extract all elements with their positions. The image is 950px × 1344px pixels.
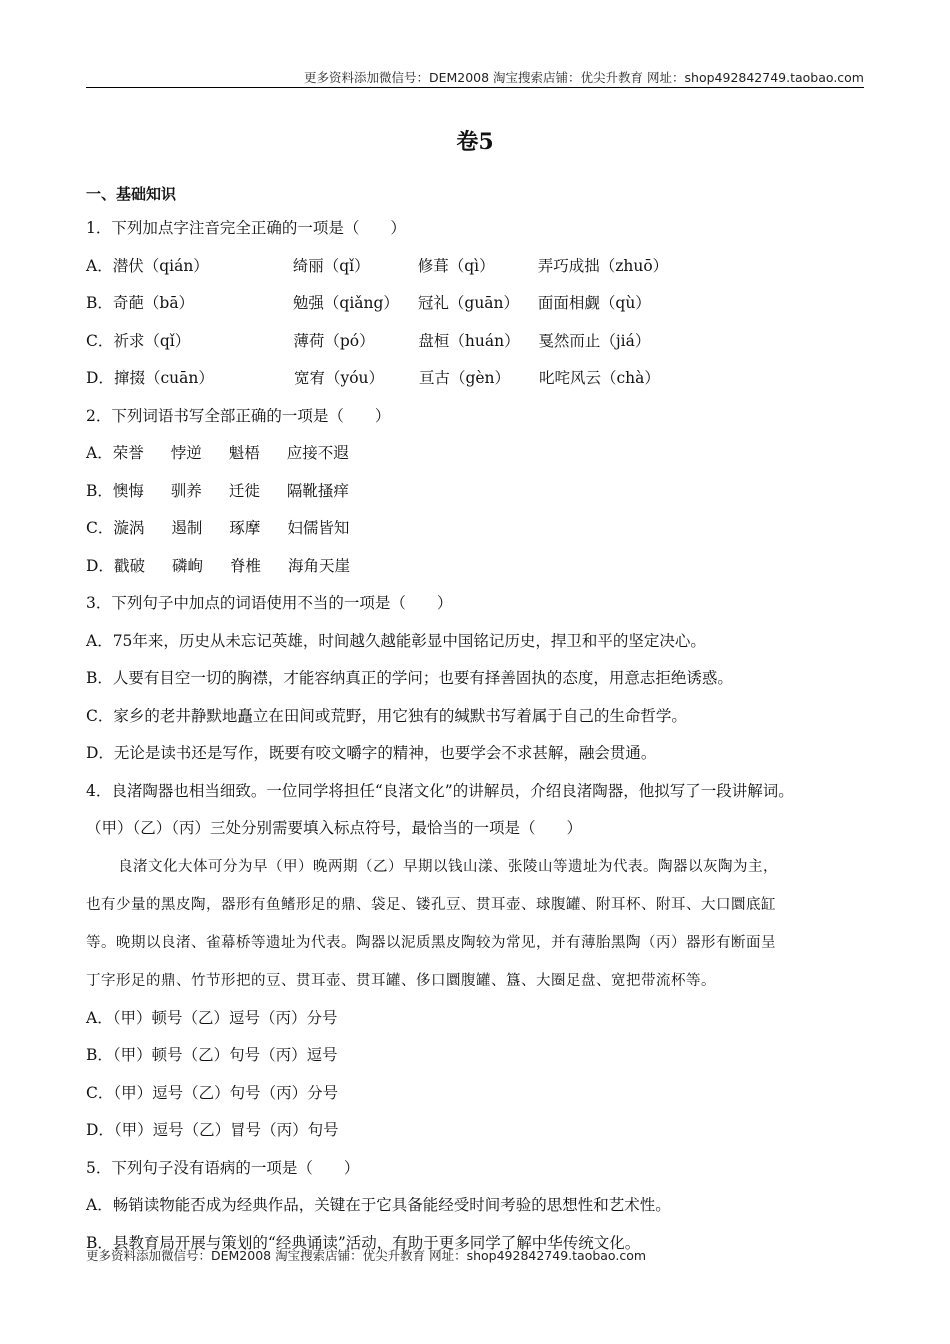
q2-option-d [86,552,880,590]
option-item: 遏制 [171,519,203,537]
q1-option-d [86,364,880,402]
option-letter: C． [86,331,114,350]
option-item: 戛然而止（jiá） [538,331,651,350]
q2-stem: 2．下列词语书写全部正确的一项是（ ） [86,406,391,425]
option-item: 弄巧成拙（zhuō） [537,256,669,275]
option-item: 荣誉 [112,444,144,462]
q2-option-c [86,514,880,552]
q4-option-c: C．（甲）逗号（乙）句号（丙）分号 [86,1083,339,1102]
q5-stem: 5．下列句子没有语病的一项是（ ） [86,1158,360,1177]
option-item: 勉强（qiǎng） [292,294,399,312]
option-item: 懊悔 [112,481,144,500]
passage-line: 良渚文化大体可分为早（甲）晚两期（乙）早期以钱山漾、张陵山等遗址为代表。陶器以灰陶为主， [118,858,778,875]
q4-option-b: B．（甲）顿号（乙）句号（丙）逗号 [86,1046,338,1064]
option-letter: D． [86,369,114,387]
q3-stem: 3．下列句子中加点的词语使用不当的一项是（ ） [86,594,453,612]
option-item: 绮丽（qǐ） [292,256,370,275]
option-item: 盘桓（huán） [418,331,520,350]
option-item: 迁徙 [228,481,260,500]
content [86,180,880,1266]
q2-option-a [86,439,880,477]
passage-line: 丁字形足的鼎、竹节形把的豆、贯耳壶、贯耳罐、侈口圜腹罐、簋、大圈足盘、宽把带流杯等。 [86,972,716,989]
option-letter: B． [86,294,113,312]
q3-option-d: D．无论是读书还是写作，既要有咬文嚼字的精神，也要学会不求甚解，融会贯通。 [86,744,657,762]
q3-option-b: B．人要有目空一切的胸襟，才能容纳真正的学问；也要有择善固执的态度，用意志拒绝诱惑。 [86,669,733,687]
q1-option-b [86,289,880,327]
option-item: 海角天崖 [287,556,350,575]
option-item: 面面相觑（qù） [537,294,651,312]
option-item: 磷峋 [171,556,203,575]
option-item: 漩涡 [113,519,145,537]
option-item: 隔靴搔痒 [286,481,349,500]
option-item: 冠礼（guān） [417,294,520,312]
option-item: 亘古（gèn） [418,369,511,387]
option-item: 叱咤风云（chà） [538,369,660,387]
option-item: 琢摩 [229,519,261,537]
passage-line: 也有少量的黑皮陶，器形有鱼鳍形足的鼎、袋足、镂孔豆、贯耳壶、球腹罐、附耳杯、附耳、大口圜底缸 [86,896,776,913]
footer-text: 更多资料添加微信号：DEM2008 淘宝搜索店铺：优尖升教育 网址：shop492842749.taobao.com [86,1248,647,1263]
option-letter: D． [86,556,114,575]
option-item: 戳破 [113,556,145,575]
option-item: 妇儒皆知 [287,519,350,537]
option-item: 撺掇（cuān） [113,369,214,387]
option-letter: C． [86,519,114,537]
option-item: 驯养 [170,481,202,500]
q1-option-a [86,252,880,290]
section-heading: 一、基础知识 [86,185,177,203]
page-title: 卷5 [456,129,494,155]
option-item: 奇葩（bā） [112,294,195,312]
option-item: 魁梧 [228,444,260,462]
q4-stem-line2: （甲）（乙）（丙）三处分别需要填入标点符号，最恰当的一项是（ ） [86,819,583,837]
option-item: 修葺（qì） [417,256,495,275]
option-letter: A． [86,444,113,462]
option-letter: B． [86,481,113,500]
q3-option-a: A．75年来，历史从未忘记英雄，时间越久越能彰显中国铭记历史，捍卫和平的坚定决心。 [86,631,706,650]
q4-option-d: D．（甲）逗号（乙）冒号（丙）句号 [86,1121,339,1139]
option-item: 脊椎 [229,556,261,575]
option-item: 薄荷（pó） [293,331,375,350]
option-item: 应接不遐 [286,444,349,462]
option-item: 祈求（qǐ） [113,331,191,350]
passage-line: 等。晚期以良渚、雀幕桥等遗址为代表。陶器以泥质黑皮陶较为常见，并有薄胎黑陶（丙）器形有断面呈 [86,934,776,951]
q4-stem-line1: 4．良渚陶器也相当细致。一位同学将担任“良渚文化”的讲解员，介绍良渚陶器，他拟写了一段讲解词。 [86,781,794,800]
q4-option-a: A．（甲）顿号（乙）逗号（丙）分号 [86,1008,338,1027]
q5-option-a: A．畅销读物能否成为经典作品，关键在于它具备能经受时间考验的思想性和艺术性。 [86,1196,671,1214]
q4-passage [86,852,880,1004]
q5-option-b: B．县教育局开展与策划的“经典诵读”活动，有助于更多同学了解中华传统文化。 [86,1233,641,1252]
option-item: 潜伏（qián） [112,256,209,275]
q1-stem: 1．下列加点字注音完全正确的一项是（ ） [86,219,406,237]
header-text: 更多资料添加微信号：DEM2008 淘宝搜索店铺：优尖升教育 网址：shop492842749.taobao.com [303,70,864,85]
q2-option-b [86,477,880,515]
option-item: 悖逆 [170,444,202,462]
header-rule [86,87,864,88]
option-letter: A． [86,256,113,275]
q3-option-c: C．家乡的老井静默地矗立在田间或荒野，用它独有的缄默书写着属于自己的生命哲学。 [86,706,687,725]
option-item: 宽宥（yóu） [293,369,385,387]
q1-option-c [86,327,880,365]
